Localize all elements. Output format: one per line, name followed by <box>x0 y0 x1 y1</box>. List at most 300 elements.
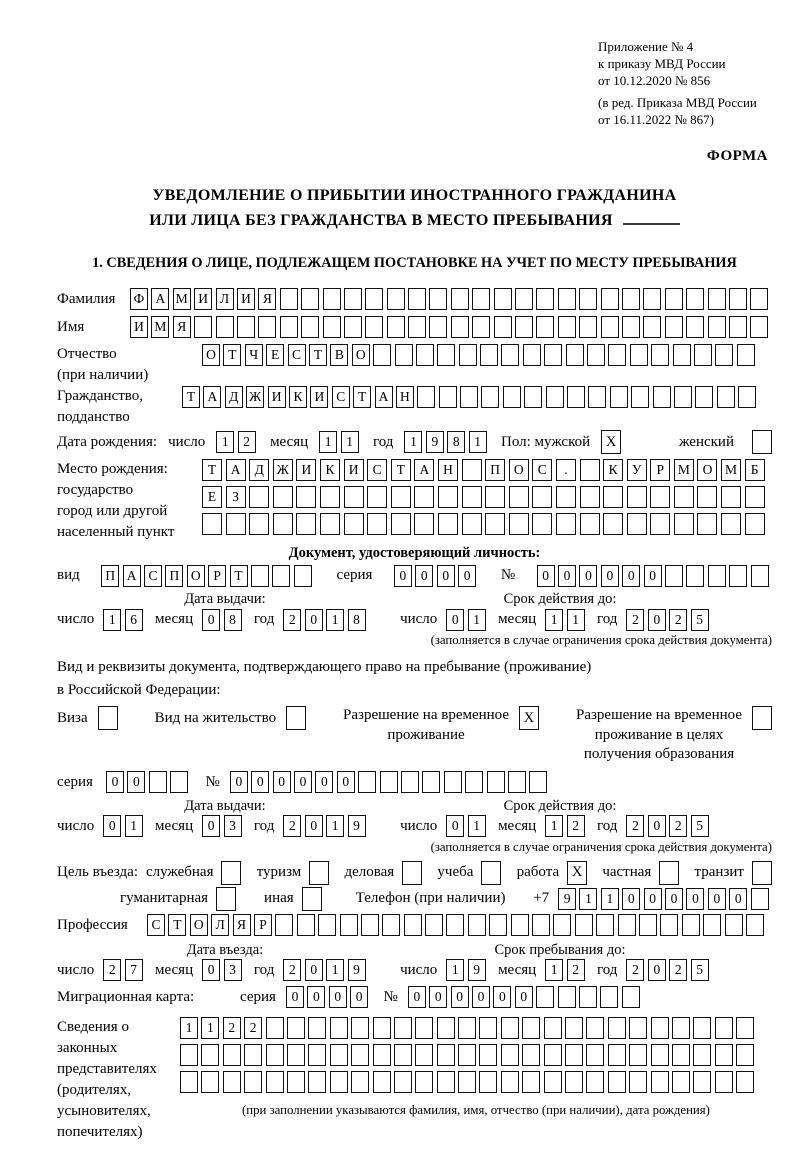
char-cell[interactable] <box>273 486 293 508</box>
char-cell[interactable] <box>485 486 505 508</box>
char-cell[interactable] <box>736 1071 754 1093</box>
char-cell[interactable] <box>438 513 458 535</box>
char-cell[interactable] <box>715 1044 733 1066</box>
char-cell[interactable]: 0 <box>458 565 476 587</box>
char-cell[interactable] <box>586 1044 604 1066</box>
char-cell[interactable]: Я <box>173 316 191 338</box>
char-cell[interactable] <box>494 288 512 310</box>
char-cell[interactable]: М <box>173 288 191 310</box>
representatives-line2-cells[interactable] <box>180 1044 772 1066</box>
char-cell[interactable] <box>391 486 411 508</box>
char-cell[interactable]: 0 <box>307 986 325 1008</box>
birth-day-cells[interactable] <box>216 431 259 453</box>
char-cell[interactable] <box>373 1071 391 1093</box>
char-cell[interactable] <box>596 914 614 936</box>
char-cell[interactable] <box>308 1071 326 1093</box>
char-cell[interactable]: 1 <box>567 609 585 631</box>
char-cell[interactable] <box>610 386 628 408</box>
char-cell[interactable] <box>737 344 755 366</box>
char-cell[interactable] <box>639 914 657 936</box>
char-cell[interactable]: Т <box>230 565 248 587</box>
char-cell[interactable]: 0 <box>708 888 726 910</box>
char-cell[interactable] <box>296 513 316 535</box>
char-cell[interactable] <box>674 513 694 535</box>
birth-place-line2-cells[interactable] <box>202 486 768 508</box>
temp-residence-checkbox[interactable]: X <box>519 706 539 730</box>
char-cell[interactable] <box>437 344 455 366</box>
char-cell[interactable] <box>532 914 550 936</box>
char-cell[interactable] <box>745 486 765 508</box>
char-cell[interactable]: 2 <box>567 959 585 981</box>
char-cell[interactable] <box>650 486 670 508</box>
char-cell[interactable]: 0 <box>202 609 220 631</box>
char-cell[interactable]: 1 <box>469 431 487 453</box>
char-cell[interactable] <box>344 316 362 338</box>
char-cell[interactable] <box>485 513 505 535</box>
char-cell[interactable]: 1 <box>601 888 619 910</box>
char-cell[interactable]: Т <box>202 459 222 481</box>
char-cell[interactable] <box>361 914 379 936</box>
char-cell[interactable]: О <box>697 459 717 481</box>
purpose-work-checkbox[interactable]: X <box>567 861 587 885</box>
residence-number-cells[interactable] <box>230 771 551 793</box>
residence-expiry-day-cells[interactable] <box>446 815 489 837</box>
char-cell[interactable] <box>622 986 640 1008</box>
char-cell[interactable]: 0 <box>103 815 121 837</box>
char-cell[interactable]: О <box>187 565 205 587</box>
char-cell[interactable] <box>446 914 464 936</box>
char-cell[interactable] <box>479 1044 497 1066</box>
char-cell[interactable] <box>544 344 562 366</box>
char-cell[interactable] <box>629 1044 647 1066</box>
char-cell[interactable]: 0 <box>648 959 666 981</box>
char-cell[interactable] <box>588 386 606 408</box>
char-cell[interactable]: . <box>556 459 576 481</box>
char-cell[interactable]: О <box>190 914 208 936</box>
char-cell[interactable]: К <box>289 386 307 408</box>
char-cell[interactable] <box>422 771 440 793</box>
char-cell[interactable] <box>373 1017 391 1039</box>
char-cell[interactable]: 1 <box>326 959 344 981</box>
char-cell[interactable] <box>736 1044 754 1066</box>
char-cell[interactable] <box>736 1017 754 1039</box>
char-cell[interactable] <box>244 1044 262 1066</box>
char-cell[interactable]: 0 <box>305 609 323 631</box>
char-cell[interactable] <box>503 386 521 408</box>
char-cell[interactable] <box>694 344 712 366</box>
char-cell[interactable]: Я <box>258 288 276 310</box>
char-cell[interactable] <box>693 1044 711 1066</box>
char-cell[interactable] <box>536 288 554 310</box>
char-cell[interactable] <box>556 513 576 535</box>
char-cell[interactable]: 1 <box>468 815 486 837</box>
char-cell[interactable] <box>237 316 255 338</box>
char-cell[interactable] <box>672 1044 690 1066</box>
char-cell[interactable] <box>351 1044 369 1066</box>
char-cell[interactable] <box>320 486 340 508</box>
char-cell[interactable] <box>320 513 340 535</box>
char-cell[interactable]: 2 <box>669 815 687 837</box>
char-cell[interactable] <box>515 288 533 310</box>
char-cell[interactable] <box>275 914 293 936</box>
citizenship-cells[interactable] <box>182 386 760 408</box>
char-cell[interactable]: И <box>344 459 364 481</box>
char-cell[interactable] <box>273 513 293 535</box>
char-cell[interactable] <box>429 316 447 338</box>
char-cell[interactable] <box>439 386 457 408</box>
char-cell[interactable] <box>751 565 769 587</box>
char-cell[interactable]: 5 <box>691 609 709 631</box>
char-cell[interactable]: А <box>123 565 141 587</box>
char-cell[interactable] <box>558 288 576 310</box>
char-cell[interactable]: 1 <box>446 959 464 981</box>
char-cell[interactable] <box>404 914 422 936</box>
char-cell[interactable]: И <box>268 386 286 408</box>
char-cell[interactable] <box>391 513 411 535</box>
char-cell[interactable] <box>280 316 298 338</box>
char-cell[interactable]: В <box>330 344 348 366</box>
char-cell[interactable]: 2 <box>238 431 256 453</box>
char-cell[interactable]: 0 <box>648 609 666 631</box>
passport-issue-day-cells[interactable] <box>103 609 146 631</box>
char-cell[interactable] <box>618 914 636 936</box>
passport-issue-year-cells[interactable] <box>283 609 369 631</box>
char-cell[interactable] <box>579 288 597 310</box>
char-cell[interactable]: 0 <box>472 986 490 1008</box>
char-cell[interactable]: М <box>674 459 694 481</box>
char-cell[interactable] <box>558 316 576 338</box>
char-cell[interactable]: 0 <box>202 959 220 981</box>
char-cell[interactable]: 1 <box>404 431 422 453</box>
char-cell[interactable]: 0 <box>648 815 666 837</box>
char-cell[interactable]: 8 <box>348 609 366 631</box>
char-cell[interactable] <box>244 1071 262 1093</box>
purpose-private-checkbox[interactable] <box>659 861 679 885</box>
char-cell[interactable] <box>558 986 576 1008</box>
char-cell[interactable] <box>494 316 512 338</box>
char-cell[interactable]: 0 <box>437 565 455 587</box>
char-cell[interactable] <box>745 513 765 535</box>
entry-year-cells[interactable] <box>283 959 369 981</box>
char-cell[interactable] <box>414 486 434 508</box>
char-cell[interactable]: 6 <box>125 609 143 631</box>
char-cell[interactable] <box>579 986 597 1008</box>
char-cell[interactable]: 0 <box>537 565 555 587</box>
doc-number-cells[interactable] <box>537 565 772 587</box>
char-cell[interactable] <box>367 513 387 535</box>
migration-series-cells[interactable] <box>286 986 372 1008</box>
char-cell[interactable]: 0 <box>493 986 511 1008</box>
char-cell[interactable] <box>651 1044 669 1066</box>
char-cell[interactable] <box>451 288 469 310</box>
char-cell[interactable]: Т <box>353 386 371 408</box>
char-cell[interactable]: 0 <box>251 771 269 793</box>
char-cell[interactable] <box>536 316 554 338</box>
char-cell[interactable]: 1 <box>216 431 234 453</box>
char-cell[interactable] <box>703 914 721 936</box>
migration-number-cells[interactable] <box>408 986 643 1008</box>
char-cell[interactable] <box>408 288 426 310</box>
char-cell[interactable] <box>280 288 298 310</box>
char-cell[interactable]: 2 <box>283 959 301 981</box>
char-cell[interactable] <box>394 1044 412 1066</box>
char-cell[interactable]: 1 <box>103 609 121 631</box>
char-cell[interactable] <box>708 565 726 587</box>
char-cell[interactable] <box>201 1044 219 1066</box>
char-cell[interactable]: 3 <box>224 815 242 837</box>
char-cell[interactable] <box>738 386 756 408</box>
char-cell[interactable]: 9 <box>558 888 576 910</box>
char-cell[interactable] <box>651 344 669 366</box>
char-cell[interactable] <box>686 565 704 587</box>
char-cell[interactable]: О <box>352 344 370 366</box>
char-cell[interactable]: Ж <box>246 386 264 408</box>
char-cell[interactable] <box>437 1017 455 1039</box>
char-cell[interactable] <box>266 1017 284 1039</box>
char-cell[interactable] <box>408 316 426 338</box>
char-cell[interactable]: 0 <box>329 986 347 1008</box>
char-cell[interactable]: Т <box>182 386 200 408</box>
char-cell[interactable] <box>532 486 552 508</box>
char-cell[interactable]: 1 <box>326 609 344 631</box>
char-cell[interactable] <box>462 513 482 535</box>
char-cell[interactable] <box>565 1017 583 1039</box>
residence-series-cells[interactable] <box>106 771 192 793</box>
char-cell[interactable]: П <box>101 565 119 587</box>
char-cell[interactable] <box>458 1044 476 1066</box>
purpose-humanitarian-checkbox[interactable] <box>216 887 236 911</box>
char-cell[interactable] <box>501 344 519 366</box>
passport-issue-month-cells[interactable] <box>202 609 245 631</box>
female-checkbox[interactable] <box>752 430 772 454</box>
char-cell[interactable]: 0 <box>350 986 368 1008</box>
char-cell[interactable]: Т <box>309 344 327 366</box>
char-cell[interactable] <box>367 486 387 508</box>
char-cell[interactable]: И <box>237 288 255 310</box>
char-cell[interactable] <box>394 1017 412 1039</box>
char-cell[interactable] <box>287 1044 305 1066</box>
char-cell[interactable]: К <box>320 459 340 481</box>
char-cell[interactable] <box>708 288 726 310</box>
char-cell[interactable]: 2 <box>626 959 644 981</box>
char-cell[interactable] <box>308 1044 326 1066</box>
char-cell[interactable]: 2 <box>626 815 644 837</box>
char-cell[interactable] <box>330 1017 348 1039</box>
char-cell[interactable] <box>459 344 477 366</box>
char-cell[interactable] <box>318 914 336 936</box>
char-cell[interactable] <box>653 386 671 408</box>
char-cell[interactable] <box>216 316 234 338</box>
char-cell[interactable] <box>650 513 670 535</box>
char-cell[interactable] <box>603 486 623 508</box>
char-cell[interactable]: 9 <box>348 815 366 837</box>
char-cell[interactable] <box>479 1071 497 1093</box>
residence-issue-year-cells[interactable] <box>283 815 369 837</box>
residence-issue-day-cells[interactable] <box>103 815 146 837</box>
char-cell[interactable] <box>249 513 269 535</box>
char-cell[interactable] <box>665 288 683 310</box>
char-cell[interactable]: 1 <box>201 1017 219 1039</box>
char-cell[interactable]: С <box>147 914 165 936</box>
representatives-line1-cells[interactable] <box>180 1017 772 1039</box>
char-cell[interactable]: 1 <box>545 815 563 837</box>
char-cell[interactable] <box>251 565 269 587</box>
char-cell[interactable]: 1 <box>545 959 563 981</box>
char-cell[interactable] <box>695 386 713 408</box>
char-cell[interactable]: 0 <box>558 565 576 587</box>
char-cell[interactable]: 0 <box>686 888 704 910</box>
char-cell[interactable]: 9 <box>348 959 366 981</box>
char-cell[interactable] <box>630 344 648 366</box>
char-cell[interactable]: С <box>144 565 162 587</box>
char-cell[interactable] <box>297 914 315 936</box>
char-cell[interactable]: 0 <box>273 771 291 793</box>
char-cell[interactable]: 0 <box>429 986 447 1008</box>
char-cell[interactable] <box>487 771 505 793</box>
char-cell[interactable] <box>437 1044 455 1066</box>
char-cell[interactable] <box>508 771 526 793</box>
char-cell[interactable]: Т <box>391 459 411 481</box>
char-cell[interactable] <box>729 316 747 338</box>
char-cell[interactable] <box>567 386 585 408</box>
char-cell[interactable] <box>365 316 383 338</box>
char-cell[interactable]: А <box>226 459 246 481</box>
visa-checkbox[interactable] <box>98 706 118 730</box>
char-cell[interactable] <box>603 513 623 535</box>
char-cell[interactable]: О <box>202 344 220 366</box>
char-cell[interactable]: Р <box>254 914 272 936</box>
char-cell[interactable]: Ч <box>245 344 263 366</box>
char-cell[interactable] <box>665 316 683 338</box>
birth-place-line1-cells[interactable] <box>202 459 768 481</box>
char-cell[interactable] <box>536 986 554 1008</box>
char-cell[interactable] <box>721 486 741 508</box>
char-cell[interactable]: 2 <box>283 609 301 631</box>
char-cell[interactable]: Ф <box>130 288 148 310</box>
char-cell[interactable] <box>686 288 704 310</box>
char-cell[interactable]: 0 <box>394 565 412 587</box>
char-cell[interactable]: 2 <box>669 959 687 981</box>
char-cell[interactable]: С <box>288 344 306 366</box>
char-cell[interactable] <box>697 513 717 535</box>
char-cell[interactable] <box>266 1044 284 1066</box>
char-cell[interactable] <box>382 914 400 936</box>
char-cell[interactable]: 0 <box>305 815 323 837</box>
entry-day-cells[interactable] <box>103 959 146 981</box>
char-cell[interactable] <box>580 486 600 508</box>
char-cell[interactable] <box>330 1071 348 1093</box>
char-cell[interactable] <box>746 914 764 936</box>
stay-year-cells[interactable] <box>626 959 712 981</box>
char-cell[interactable]: А <box>151 288 169 310</box>
char-cell[interactable] <box>202 513 222 535</box>
char-cell[interactable] <box>394 1071 412 1093</box>
char-cell[interactable] <box>544 1044 562 1066</box>
char-cell[interactable]: А <box>375 386 393 408</box>
char-cell[interactable] <box>523 344 541 366</box>
char-cell[interactable] <box>489 914 507 936</box>
char-cell[interactable]: 1 <box>326 815 344 837</box>
char-cell[interactable] <box>458 1071 476 1093</box>
char-cell[interactable] <box>586 1071 604 1093</box>
char-cell[interactable] <box>344 288 362 310</box>
char-cell[interactable]: Е <box>202 486 222 508</box>
char-cell[interactable] <box>472 316 490 338</box>
char-cell[interactable] <box>580 459 600 481</box>
char-cell[interactable]: 2 <box>669 609 687 631</box>
char-cell[interactable] <box>501 1071 519 1093</box>
char-cell[interactable] <box>149 771 167 793</box>
char-cell[interactable] <box>462 459 482 481</box>
char-cell[interactable] <box>622 288 640 310</box>
char-cell[interactable] <box>715 1017 733 1039</box>
char-cell[interactable] <box>373 1044 391 1066</box>
char-cell[interactable] <box>575 914 593 936</box>
char-cell[interactable] <box>373 344 391 366</box>
char-cell[interactable] <box>608 344 626 366</box>
char-cell[interactable] <box>601 288 619 310</box>
char-cell[interactable] <box>693 1071 711 1093</box>
char-cell[interactable]: 8 <box>224 609 242 631</box>
char-cell[interactable]: 0 <box>665 888 683 910</box>
char-cell[interactable]: 0 <box>337 771 355 793</box>
residence-permit-checkbox[interactable] <box>286 706 306 730</box>
char-cell[interactable]: 2 <box>567 815 585 837</box>
char-cell[interactable]: 1 <box>545 609 563 631</box>
char-cell[interactable] <box>601 316 619 338</box>
char-cell[interactable] <box>414 513 434 535</box>
char-cell[interactable]: О <box>509 459 529 481</box>
char-cell[interactable] <box>323 316 341 338</box>
purpose-business-checkbox[interactable] <box>402 861 422 885</box>
char-cell[interactable]: 3 <box>224 959 242 981</box>
char-cell[interactable] <box>425 914 443 936</box>
char-cell[interactable]: И <box>130 316 148 338</box>
profession-cells[interactable] <box>147 914 767 936</box>
char-cell[interactable] <box>272 565 290 587</box>
char-cell[interactable] <box>451 316 469 338</box>
char-cell[interactable] <box>358 771 376 793</box>
char-cell[interactable] <box>223 1071 241 1093</box>
char-cell[interactable]: 0 <box>622 565 640 587</box>
char-cell[interactable]: Н <box>438 459 458 481</box>
char-cell[interactable] <box>415 1017 433 1039</box>
char-cell[interactable]: Р <box>208 565 226 587</box>
char-cell[interactable] <box>522 1017 540 1039</box>
char-cell[interactable] <box>729 288 747 310</box>
char-cell[interactable]: 0 <box>415 565 433 587</box>
char-cell[interactable] <box>544 1017 562 1039</box>
char-cell[interactable]: П <box>485 459 505 481</box>
char-cell[interactable]: 1 <box>341 431 359 453</box>
phone-cells[interactable] <box>558 888 772 910</box>
char-cell[interactable]: К <box>603 459 623 481</box>
char-cell[interactable]: 1 <box>180 1017 198 1039</box>
char-cell[interactable] <box>287 1017 305 1039</box>
char-cell[interactable]: Л <box>216 288 234 310</box>
char-cell[interactable] <box>308 1017 326 1039</box>
residence-expiry-month-cells[interactable] <box>545 815 588 837</box>
char-cell[interactable]: 9 <box>426 431 444 453</box>
char-cell[interactable] <box>340 914 358 936</box>
char-cell[interactable]: З <box>226 486 246 508</box>
purpose-other-checkbox[interactable] <box>302 887 322 911</box>
char-cell[interactable] <box>294 565 312 587</box>
char-cell[interactable]: С <box>367 459 387 481</box>
male-checkbox[interactable]: X <box>601 430 621 454</box>
purpose-tourism-checkbox[interactable] <box>309 861 329 885</box>
char-cell[interactable]: П <box>165 565 183 587</box>
